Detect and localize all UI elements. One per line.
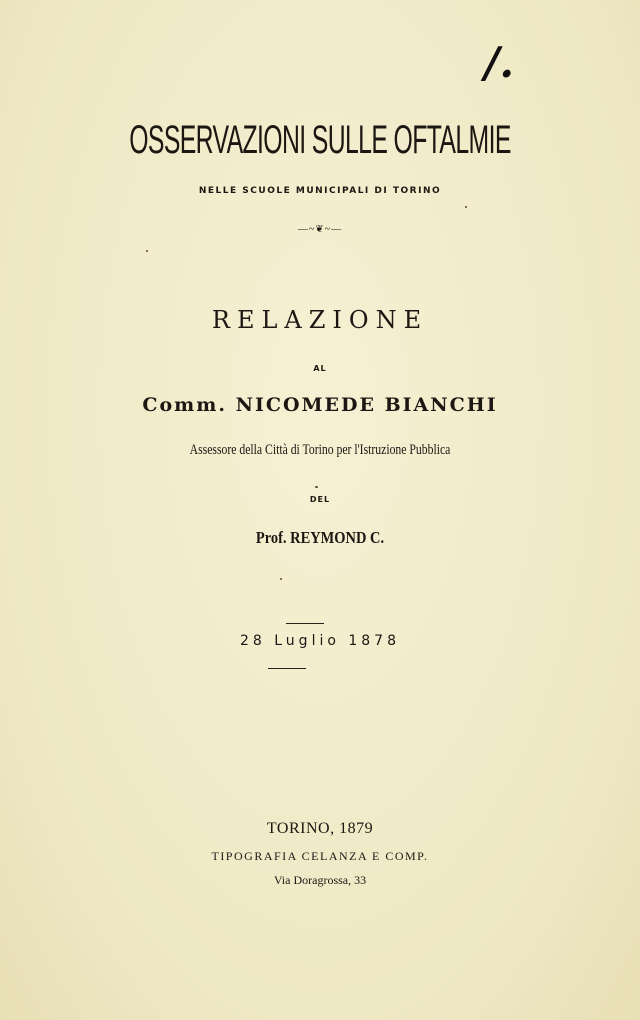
paper-speck — [465, 206, 467, 208]
recipient-role: Assessore della Città di Torino per l'Istruzione Pubblica — [189, 442, 451, 458]
paper-speck — [280, 578, 282, 580]
to-label: AL — [313, 364, 327, 373]
rule-above-date — [286, 623, 324, 624]
by-label: DEL — [309, 495, 331, 504]
heading-relazione: RELAZIONE — [211, 306, 429, 334]
author-name: Prof. REYMOND C. — [255, 528, 385, 547]
imprint-address: Via Doragrossa, 33 — [273, 873, 367, 887]
imprint-printer: TIPOGRAFIA CELANZA E COMP. — [211, 849, 429, 863]
paper-speck — [146, 250, 148, 252]
imprint-city-year: TORINO, 1879 — [266, 820, 374, 837]
paper-speck — [315, 486, 318, 488]
date-line: 28 Luglio 1878 — [239, 633, 400, 649]
rule-below-date — [268, 668, 306, 669]
document-title: OSSERVAZIONI SULLE OFTALMIE — [129, 118, 511, 162]
page-number-mark: /. — [484, 38, 514, 87]
document-subtitle: NELLE SCUOLE MUNICIPALI DI TORINO — [198, 186, 442, 196]
ornament-divider: —~❦~— — [297, 224, 343, 235]
recipient-name: Comm. NICOMEDE BIANCHI — [142, 394, 498, 416]
